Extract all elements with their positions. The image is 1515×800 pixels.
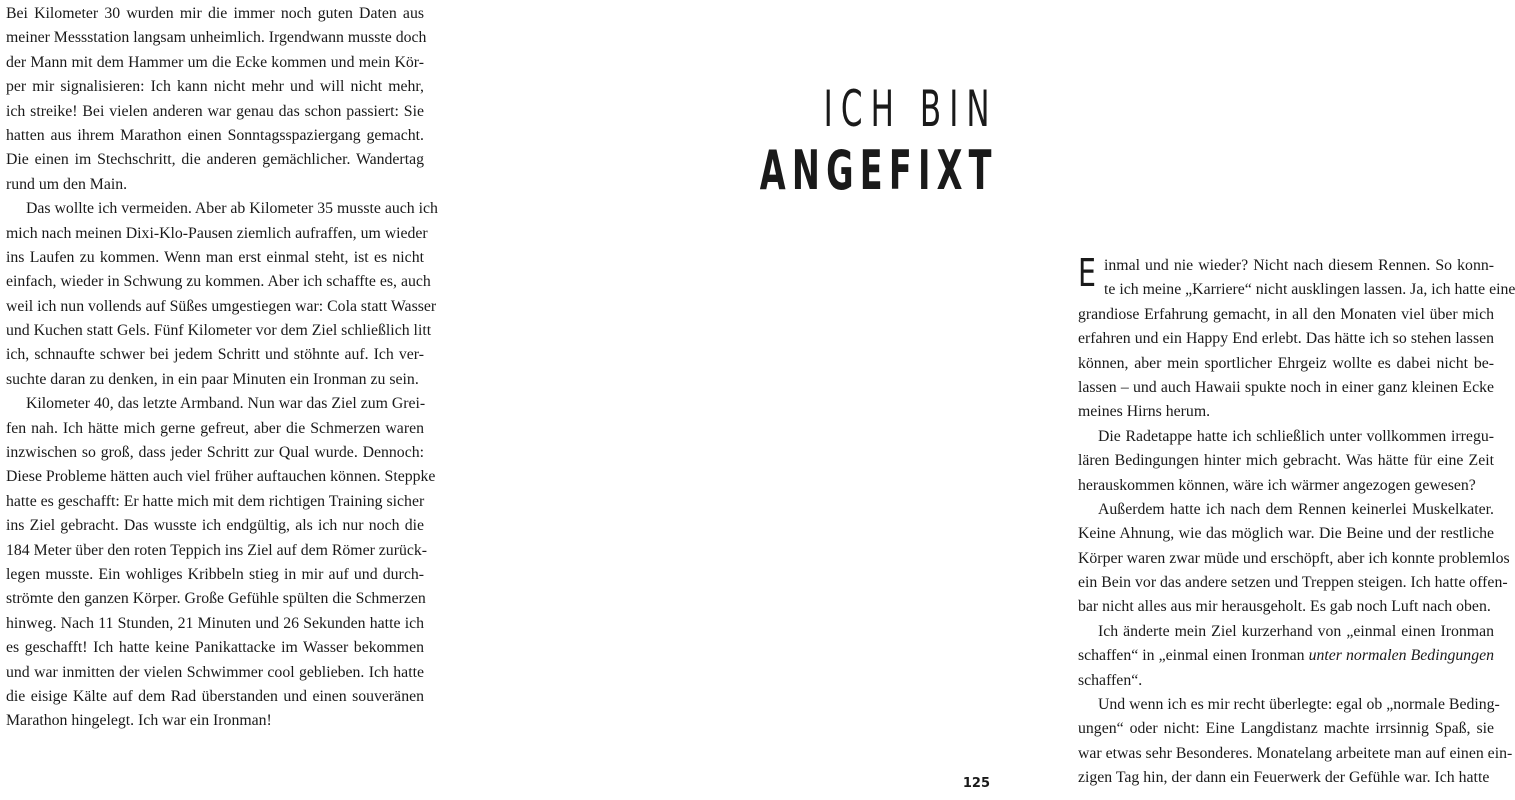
chapter-title-line-2: ANGEFIXT (760, 139, 998, 202)
text-line: meiner Messstation langsam unheimlich. Irgendwann musste doch (6, 29, 427, 47)
text-line: und war inmitten der vielen Schwimmer cool geblieben. Ich hatte (6, 663, 424, 681)
text-line: ins Laufen zu kommen. Wenn man erst einmal steht, ist es nicht (6, 248, 424, 266)
paragraph (1078, 620, 1494, 693)
text-line (1078, 620, 1494, 644)
left-text-column (6, 2, 438, 734)
paragraph (1078, 251, 1515, 425)
right-text-column (1078, 251, 1515, 791)
text-line: einfach, wieder in Schwung zu kommen. Aber ich schaffte es, auch (6, 273, 431, 291)
text-line: per mir signalisieren: Ich kann nicht mehr und will nicht mehr, (6, 78, 424, 96)
text-line: hatten aus ihrem Marathon einen Sonntagsspaziergang gemacht. (6, 126, 424, 144)
text-line (1078, 669, 1494, 693)
text-segment: schaffen“. (1078, 671, 1143, 689)
text-line: herauskommen können, wäre ich wärmer angezogen gewesen? (1078, 476, 1476, 494)
drop-cap: E (1078, 251, 1097, 295)
text-line: ich streike! Bei vielen anderen war genau das schon passiert: Sie (6, 102, 424, 120)
text-line: der Mann mit dem Hammer um die Ecke kommen und mein Kör- (6, 53, 424, 71)
text-line: Das wollte ich vermeiden. Aber ab Kilometer 35 musste auch ich (26, 200, 438, 218)
text-line: und Kuchen statt Gels. Fünf Kilometer vor dem Ziel schließlich litt (6, 322, 432, 340)
text-line: ungen“ oder nicht: Eine Langdistanz machte irrsinnig Spaß, sie (1078, 720, 1494, 738)
text-line (1078, 644, 1494, 668)
text-line: war etwas sehr Besonderes. Monatelang arbeitete man auf einen ein- (1078, 744, 1513, 762)
text-line: zigen Tag hin, der dann ein Feuerwerk der Gefühle war. Ich hatte (1078, 769, 1490, 787)
right-page (500, 0, 1515, 800)
text-line: Und wenn ich es mir recht überlegte: egal ob „normale Beding- (1098, 696, 1500, 714)
text-line: weil ich nun vollends auf Süßes umgestiegen war: Cola statt Wasser (6, 297, 437, 315)
text-line: bar nicht alles aus mir herausgeholt. Es gab noch Luft nach oben. (1078, 598, 1491, 616)
text-segment: inmal und nie wieder? Nicht nach diesem Rennen. So konn- (1104, 257, 1494, 274)
text-line: ein Bein vor das andere setzen und Treppen steigen. Ich hatte offen- (1078, 574, 1508, 592)
text-line: Körper waren zwar müde und erschöpft, aber ich konnte problemlos (1078, 549, 1510, 567)
text-segment: schaffen“ in „einmal einen Ironman (1078, 647, 1309, 665)
text-line: 184 Meter über den roten Teppich ins Ziel auf dem Römer zurück- (6, 541, 428, 559)
paragraph (1078, 498, 1510, 620)
text-line: lassen – und auch Hawaii spukte noch in einer ganz kleinen Ecke (1078, 378, 1494, 396)
text-line: Außerdem hatte ich nach dem Rennen keinerlei Muskelkater. (1098, 500, 1494, 518)
left-page (0, 0, 500, 800)
text-line: Keine Ahnung, wie das möglich war. Die Beine und der restliche (1078, 525, 1494, 543)
text-line: fen nah. Ich hätte mich gerne gefreut, aber die Schmerzen waren (6, 419, 424, 437)
page-number: 125 (962, 776, 990, 791)
text-line: hatte es geschafft: Er hatte mich mit dem richtigen Training sicher (6, 492, 425, 510)
text-line: ins Ziel gebracht. Das wusste ich endgültig, als ich nur noch die (6, 517, 424, 535)
text-line: lären Bedingungen hinter mich gebracht. Was hätte für eine Zeit (1078, 452, 1494, 470)
text-line: erfahren und ein Happy End erlebt. Das hätte ich so stehen lassen (1078, 330, 1494, 348)
text-line: ich, schnaufte schwer bei jedem Schritt und stöhnte auf. Ich ver- (6, 346, 424, 364)
text-line: Diese Probleme hätten auch viel früher auftauchen können. Steppke (6, 468, 436, 486)
text-line: meines Hirns herum. (1078, 403, 1211, 421)
text-line: grandiose Erfahrung gemacht, in all den Monaten viel über mich (1078, 305, 1494, 323)
paragraph (6, 392, 436, 733)
chapter-title-line-1: ICH BIN (824, 80, 998, 138)
text-line: es geschafft! Ich hatte keine Panikattacke im Wasser bekommen (6, 639, 424, 657)
text-line: Die Radetappe hatte ich schließlich unter vollkommen irregu- (1098, 427, 1494, 445)
italic-phrase: unter normalen Bedingungen (1308, 647, 1494, 665)
text-line: hinweg. Nach 11 Stunden, 21 Minuten und 26 Sekunden hatte ich (6, 614, 424, 632)
text-line: legen musste. Ein wohliges Kribbeln stieg in mir auf und durch- (6, 565, 424, 583)
text-line: die eisige Kälte auf dem Rad überstanden und einen souveränen (6, 687, 424, 705)
text-line: inzwischen so groß, dass jeder Schritt zur Qual wurde. Dennoch: (6, 444, 424, 462)
paragraph (1078, 425, 1494, 498)
paragraph (6, 197, 438, 392)
paragraph (6, 2, 427, 197)
paragraph (1078, 693, 1513, 791)
chapter-title (614, 80, 998, 202)
text-line: Kilometer 40, das letzte Armband. Nun war das Ziel zum Grei- (26, 395, 426, 413)
text-line: können, aber mein sportlicher Ehrgeiz wollte es dabei nicht be- (1078, 354, 1494, 372)
text-line: strömte den ganzen Körper. Große Gefühle spülten die Schmerzen (6, 590, 426, 608)
text-line: mich nach meinen Dixi-Klo-Pausen ziemlich aufraffen, um wieder (6, 224, 428, 242)
text-line: Marathon hingelegt. Ich war ein Ironman! (6, 712, 272, 730)
text-line: rund um den Main. (6, 175, 128, 193)
text-segment: Ich änderte mein Ziel kurzerhand von „einmal einen Ironman (1098, 622, 1494, 640)
text-line: Bei Kilometer 30 wurden mir die immer noch guten Daten aus (6, 5, 424, 22)
text-line: te ich meine „Karriere“ nicht ausklingen lassen. Ja, ich hatte eine (1104, 281, 1515, 299)
text-line: Die einen im Stechschritt, die anderen gemächlicher. Wandertag (6, 151, 424, 169)
text-line: suchte daran zu denken, in ein paar Minuten ein Ironman zu sein. (6, 370, 419, 388)
